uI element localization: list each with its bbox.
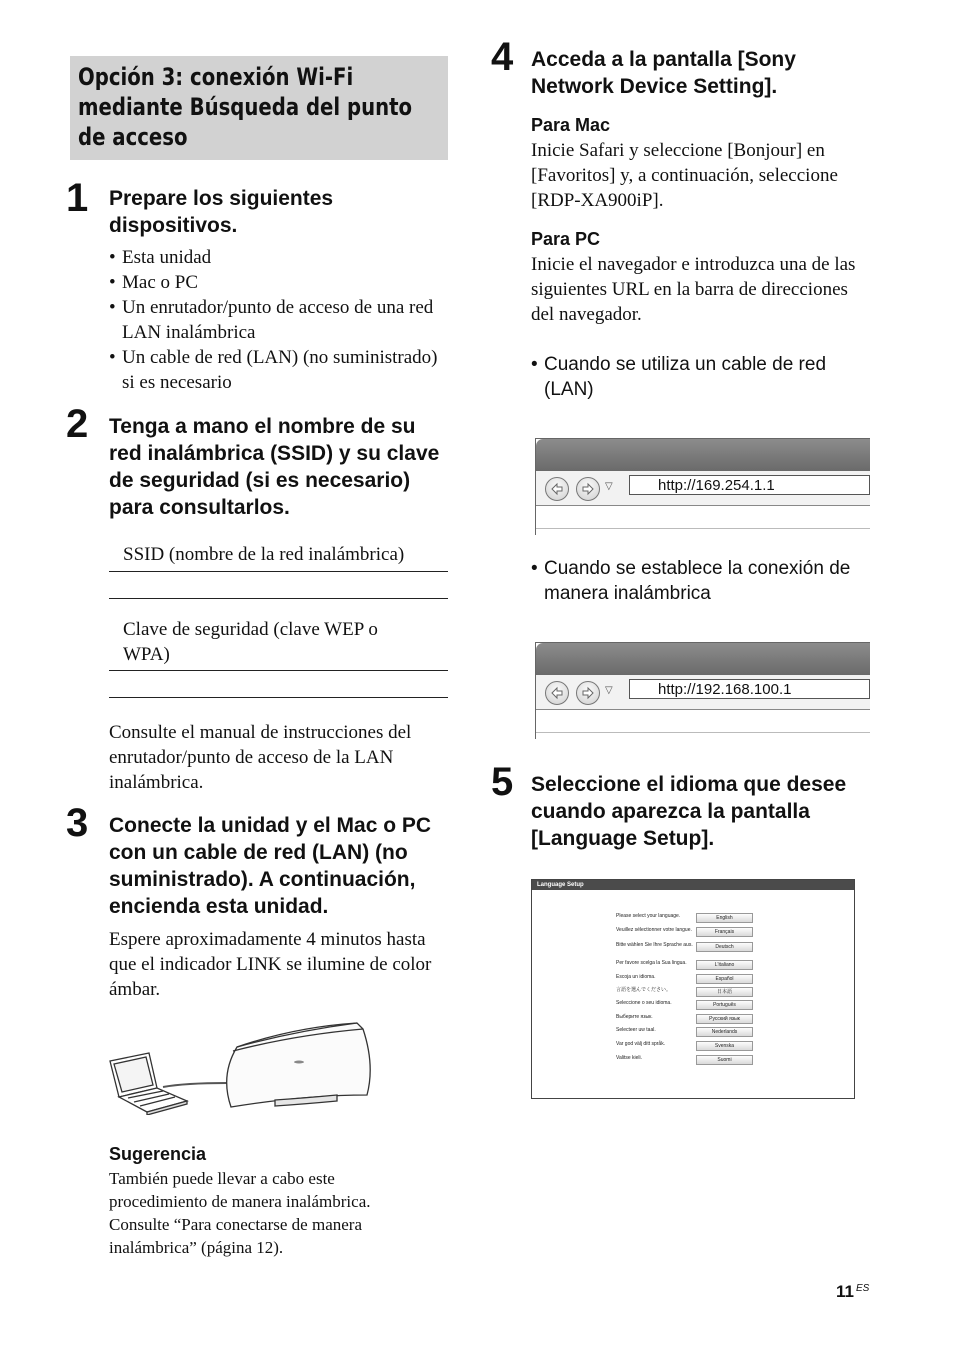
language-prompt: Var god välj ditt språk. — [616, 1041, 666, 1047]
language-prompt: Per favore scelga la Sua lingua. — [616, 960, 687, 966]
language-row — [616, 987, 766, 999]
back-button[interactable] — [545, 681, 569, 705]
list-item: • Un enrutador/punto de acceso de una red LAN inalámbrica — [109, 295, 439, 345]
back-arrow-icon — [549, 481, 565, 497]
tip-title: Sugerencia — [109, 1144, 207, 1164]
browser-wireless — [535, 642, 870, 739]
language-prompt: Escoja un idioma. — [616, 974, 656, 980]
ssid-rule-top — [109, 571, 448, 572]
tip-body: También puede llevar a cabo este procedimiento de manera inalámbrica. Consulte “Para conectarse de manera inalámbrica” (página 12). — [109, 1169, 371, 1257]
step-5-heading: Seleccione el idioma que desee cuando aparezca la pantalla [Language Setup]. — [531, 773, 847, 850]
pc-instructions: Inicie el navegador e introduzca una de las siguientes URL en la barra de direcciones del navegador. — [531, 254, 856, 325]
language-button[interactable]: English — [696, 913, 753, 923]
list-item: • Cuando se utiliza un cable de red (LAN) — [531, 352, 861, 402]
step-4-number: 4 — [491, 35, 514, 79]
list-item: • Mac o PC — [109, 270, 439, 295]
pc-subheading: Para PC — [531, 229, 601, 249]
step-5-number: 5 — [491, 760, 514, 804]
browser-title-bar — [536, 439, 870, 471]
lan-cable — [163, 1083, 227, 1087]
step-3-number: 3 — [66, 801, 89, 845]
mac-subheading: Para Mac — [531, 115, 611, 135]
language-prompt: Seleccione o seu idioma. — [616, 1000, 672, 1006]
language-button[interactable]: Español — [696, 974, 753, 984]
language-prompt: 言語を選んでください。 — [616, 987, 672, 993]
step-1-heading: Prepare los siguientes dispositivos. — [109, 187, 334, 237]
forward-arrow-icon — [580, 481, 596, 497]
wireless-bullet — [531, 556, 876, 606]
step-2-note: Consulte el manual de instrucciones del enrutador/punto de acceso de la LAN inalámbrica. — [109, 722, 412, 793]
step-1-number: 1 — [66, 176, 89, 220]
step-3-heading: Conecte la unidad y el Mac o PC con un cable de red (LAN) (no suministrado). A continuación, encienda esta unidad. — [109, 814, 432, 918]
section-title: Opción 3: conexión Wi-Fi mediante Búsqueda del punto de acceso — [78, 63, 413, 151]
forward-button[interactable] — [576, 477, 600, 501]
list-item: • Esta unidad — [109, 245, 439, 270]
forward-button[interactable] — [576, 681, 600, 705]
back-arrow-icon — [549, 685, 565, 701]
language-row — [616, 1014, 766, 1026]
step-1-device-list — [109, 245, 439, 395]
mac-instructions: Inicie Safari y seleccione [Bonjour] en [Favoritos] y, a continuación, seleccione [RDP-XA900iP]. — [531, 140, 838, 211]
browser-toolbar — [536, 471, 870, 506]
language-button[interactable]: Svenska — [696, 1041, 753, 1051]
security-key-label: Clave de seguridad (clave WEP o WPA) — [123, 619, 378, 665]
key-rule-top — [109, 670, 448, 671]
page-language-code: ES — [856, 1283, 870, 1294]
history-dropdown-icon[interactable]: ▽ — [605, 685, 613, 696]
browser-content-area — [536, 506, 870, 529]
laptop-icon — [110, 1053, 187, 1115]
language-row — [616, 1027, 766, 1039]
language-prompt: Выберите язык. — [616, 1014, 653, 1020]
language-setup-window — [531, 879, 855, 1099]
language-row — [616, 913, 766, 925]
address-bar[interactable]: http://192.168.100.1 — [629, 679, 870, 699]
language-row — [616, 1055, 766, 1067]
step-2-number: 2 — [66, 402, 89, 446]
connection-illustration — [105, 1015, 375, 1115]
browser-title-bar — [536, 643, 870, 675]
language-setup-title: Language Setup — [532, 880, 854, 890]
language-prompt: Bitte wählen Sie Ihre Sprache aus. — [616, 942, 693, 948]
language-prompt: Veuillez sélectionner votre langue. — [616, 927, 692, 933]
language-row — [616, 960, 766, 972]
language-button[interactable]: L'italiano — [696, 960, 753, 970]
key-rule-bottom — [109, 697, 448, 698]
language-button[interactable]: Nederlands — [696, 1027, 753, 1037]
language-button[interactable]: Português — [696, 1000, 753, 1010]
language-row — [616, 1041, 766, 1053]
step-2-heading: Tenga a mano el nombre de su red inalámbrica (SSID) y su clave de seguridad (si es necesario) para consultarlos. — [109, 415, 440, 519]
language-prompt: Selecteer uw taal. — [616, 1027, 656, 1033]
language-button[interactable]: Français — [696, 927, 753, 937]
back-button[interactable] — [545, 477, 569, 501]
page-number: 11 — [836, 1282, 854, 1301]
step-4-heading: Acceda a la pantalla [Sony Network Device Setting]. — [531, 48, 796, 98]
browser-wired — [535, 438, 870, 535]
language-prompt: Please select your language. — [616, 913, 681, 919]
list-item: • Cuando se establece la conexión de manera inalámbrica — [531, 556, 876, 606]
address-bar[interactable]: http://169.254.1.1 — [629, 475, 870, 495]
browser-content-area — [536, 710, 870, 733]
browser-toolbar — [536, 675, 870, 710]
language-row — [616, 927, 766, 939]
ssid-label: SSID (nombre de la red inalámbrica) — [123, 544, 405, 565]
language-prompt: Valitse kieli. — [616, 1055, 643, 1061]
wired-bullet — [531, 352, 861, 402]
language-button[interactable]: Suomi — [696, 1055, 753, 1065]
language-button[interactable]: 日本語 — [696, 987, 753, 997]
step-3-body: Espere aproximadamente 4 minutos hasta que el indicador LINK se ilumine de color ámbar. — [109, 929, 432, 1000]
language-row — [616, 942, 766, 954]
speaker-icon — [227, 1023, 371, 1107]
language-button[interactable]: Русский язык — [696, 1014, 753, 1024]
language-row — [616, 974, 766, 986]
forward-arrow-icon — [580, 685, 596, 701]
language-button[interactable]: Deutsch — [696, 942, 753, 952]
history-dropdown-icon[interactable]: ▽ — [605, 481, 613, 492]
language-row — [616, 1000, 766, 1012]
list-item: • Un cable de red (LAN) (no suministrado) si es necesario — [109, 345, 439, 395]
ssid-rule-bottom — [109, 598, 448, 599]
